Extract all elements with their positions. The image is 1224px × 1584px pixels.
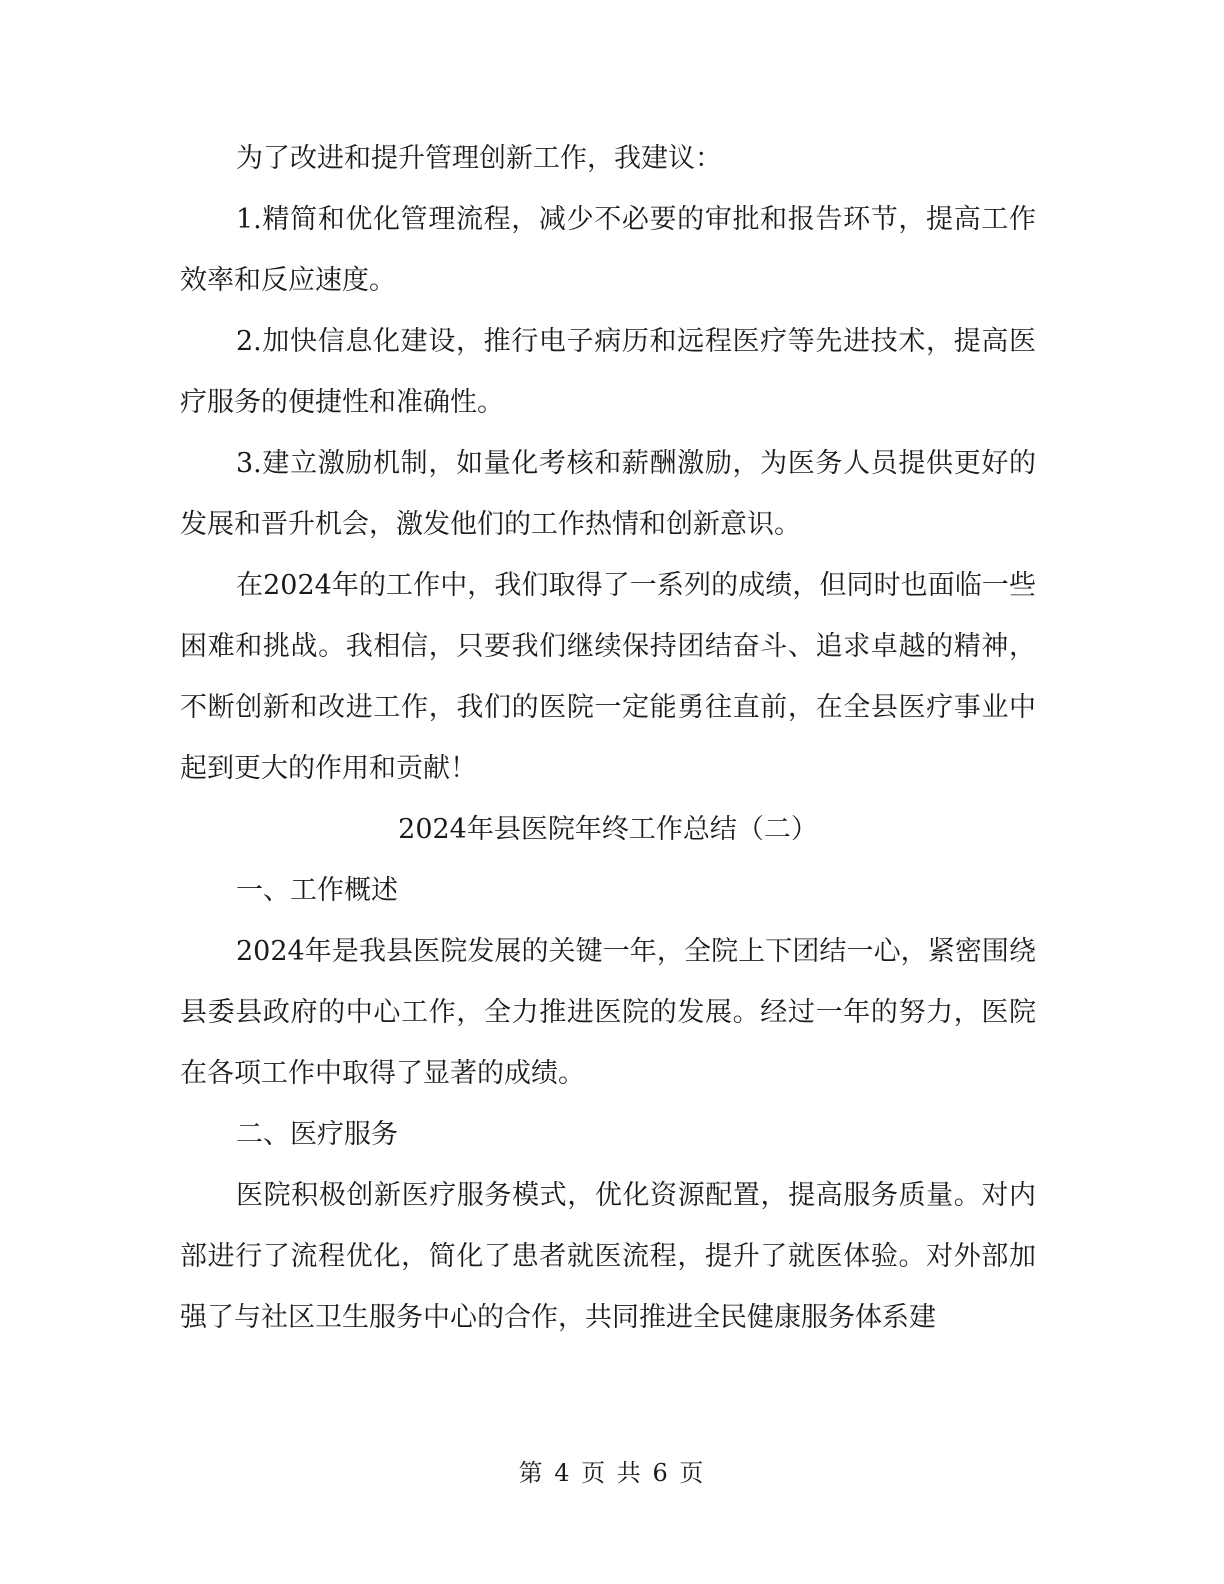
paragraph-suggestion-3: 3.建立激励机制，如量化考核和薪酬激励，为医务人员提供更好的发展和晋升机会，激发他们的工作热情和创新意识。: [180, 448, 1036, 540]
document-body: [180, 128, 1036, 1348]
paragraph-conclusion: 在2024年的工作中，我们取得了一系列的成绩，但同时也面临一些困难和挑战。我相信，只要我们继续保持团结奋斗、追求卓越的精神，不断创新和改进工作，我们的医院一定能勇往直前，在全县医疗事业中起到更大的作用和贡献！: [180, 570, 1036, 784]
paragraph-work-overview: 2024年是我县医院发展的关键一年，全院上下团结一心，紧密围绕县委县政府的中心工作，全力推进医院的发展。经过一年的努力，医院在各项工作中取得了显著的成绩。: [180, 936, 1036, 1089]
paragraph-suggestion-1: 1.精简和优化管理流程，减少不必要的审批和报告环节，提高工作效率和反应速度。: [180, 204, 1036, 296]
heading-work-overview: 一、工作概述: [236, 875, 398, 906]
section-title: 2024年县医院年终工作总结（二）: [398, 814, 818, 845]
heading-medical-service: 二、医疗服务: [236, 1119, 398, 1150]
paragraph-medical-service: 医院积极创新医疗服务模式，优化资源配置，提高服务质量。对内部进行了流程优化，简化了患者就医流程，提升了就医体验。对外部加强了与社区卫生服务中心的合作，共同推进全民健康服务体系建: [180, 1180, 1036, 1333]
page-number-footer: 第 4 页 共 6 页: [518, 1459, 706, 1487]
paragraph-suggestion-intro: 为了改进和提升管理创新工作，我建议：: [236, 143, 722, 174]
paragraph-suggestion-2: 2.加快信息化建设，推行电子病历和远程医疗等先进技术，提高医疗服务的便捷性和准确性。: [180, 326, 1036, 418]
